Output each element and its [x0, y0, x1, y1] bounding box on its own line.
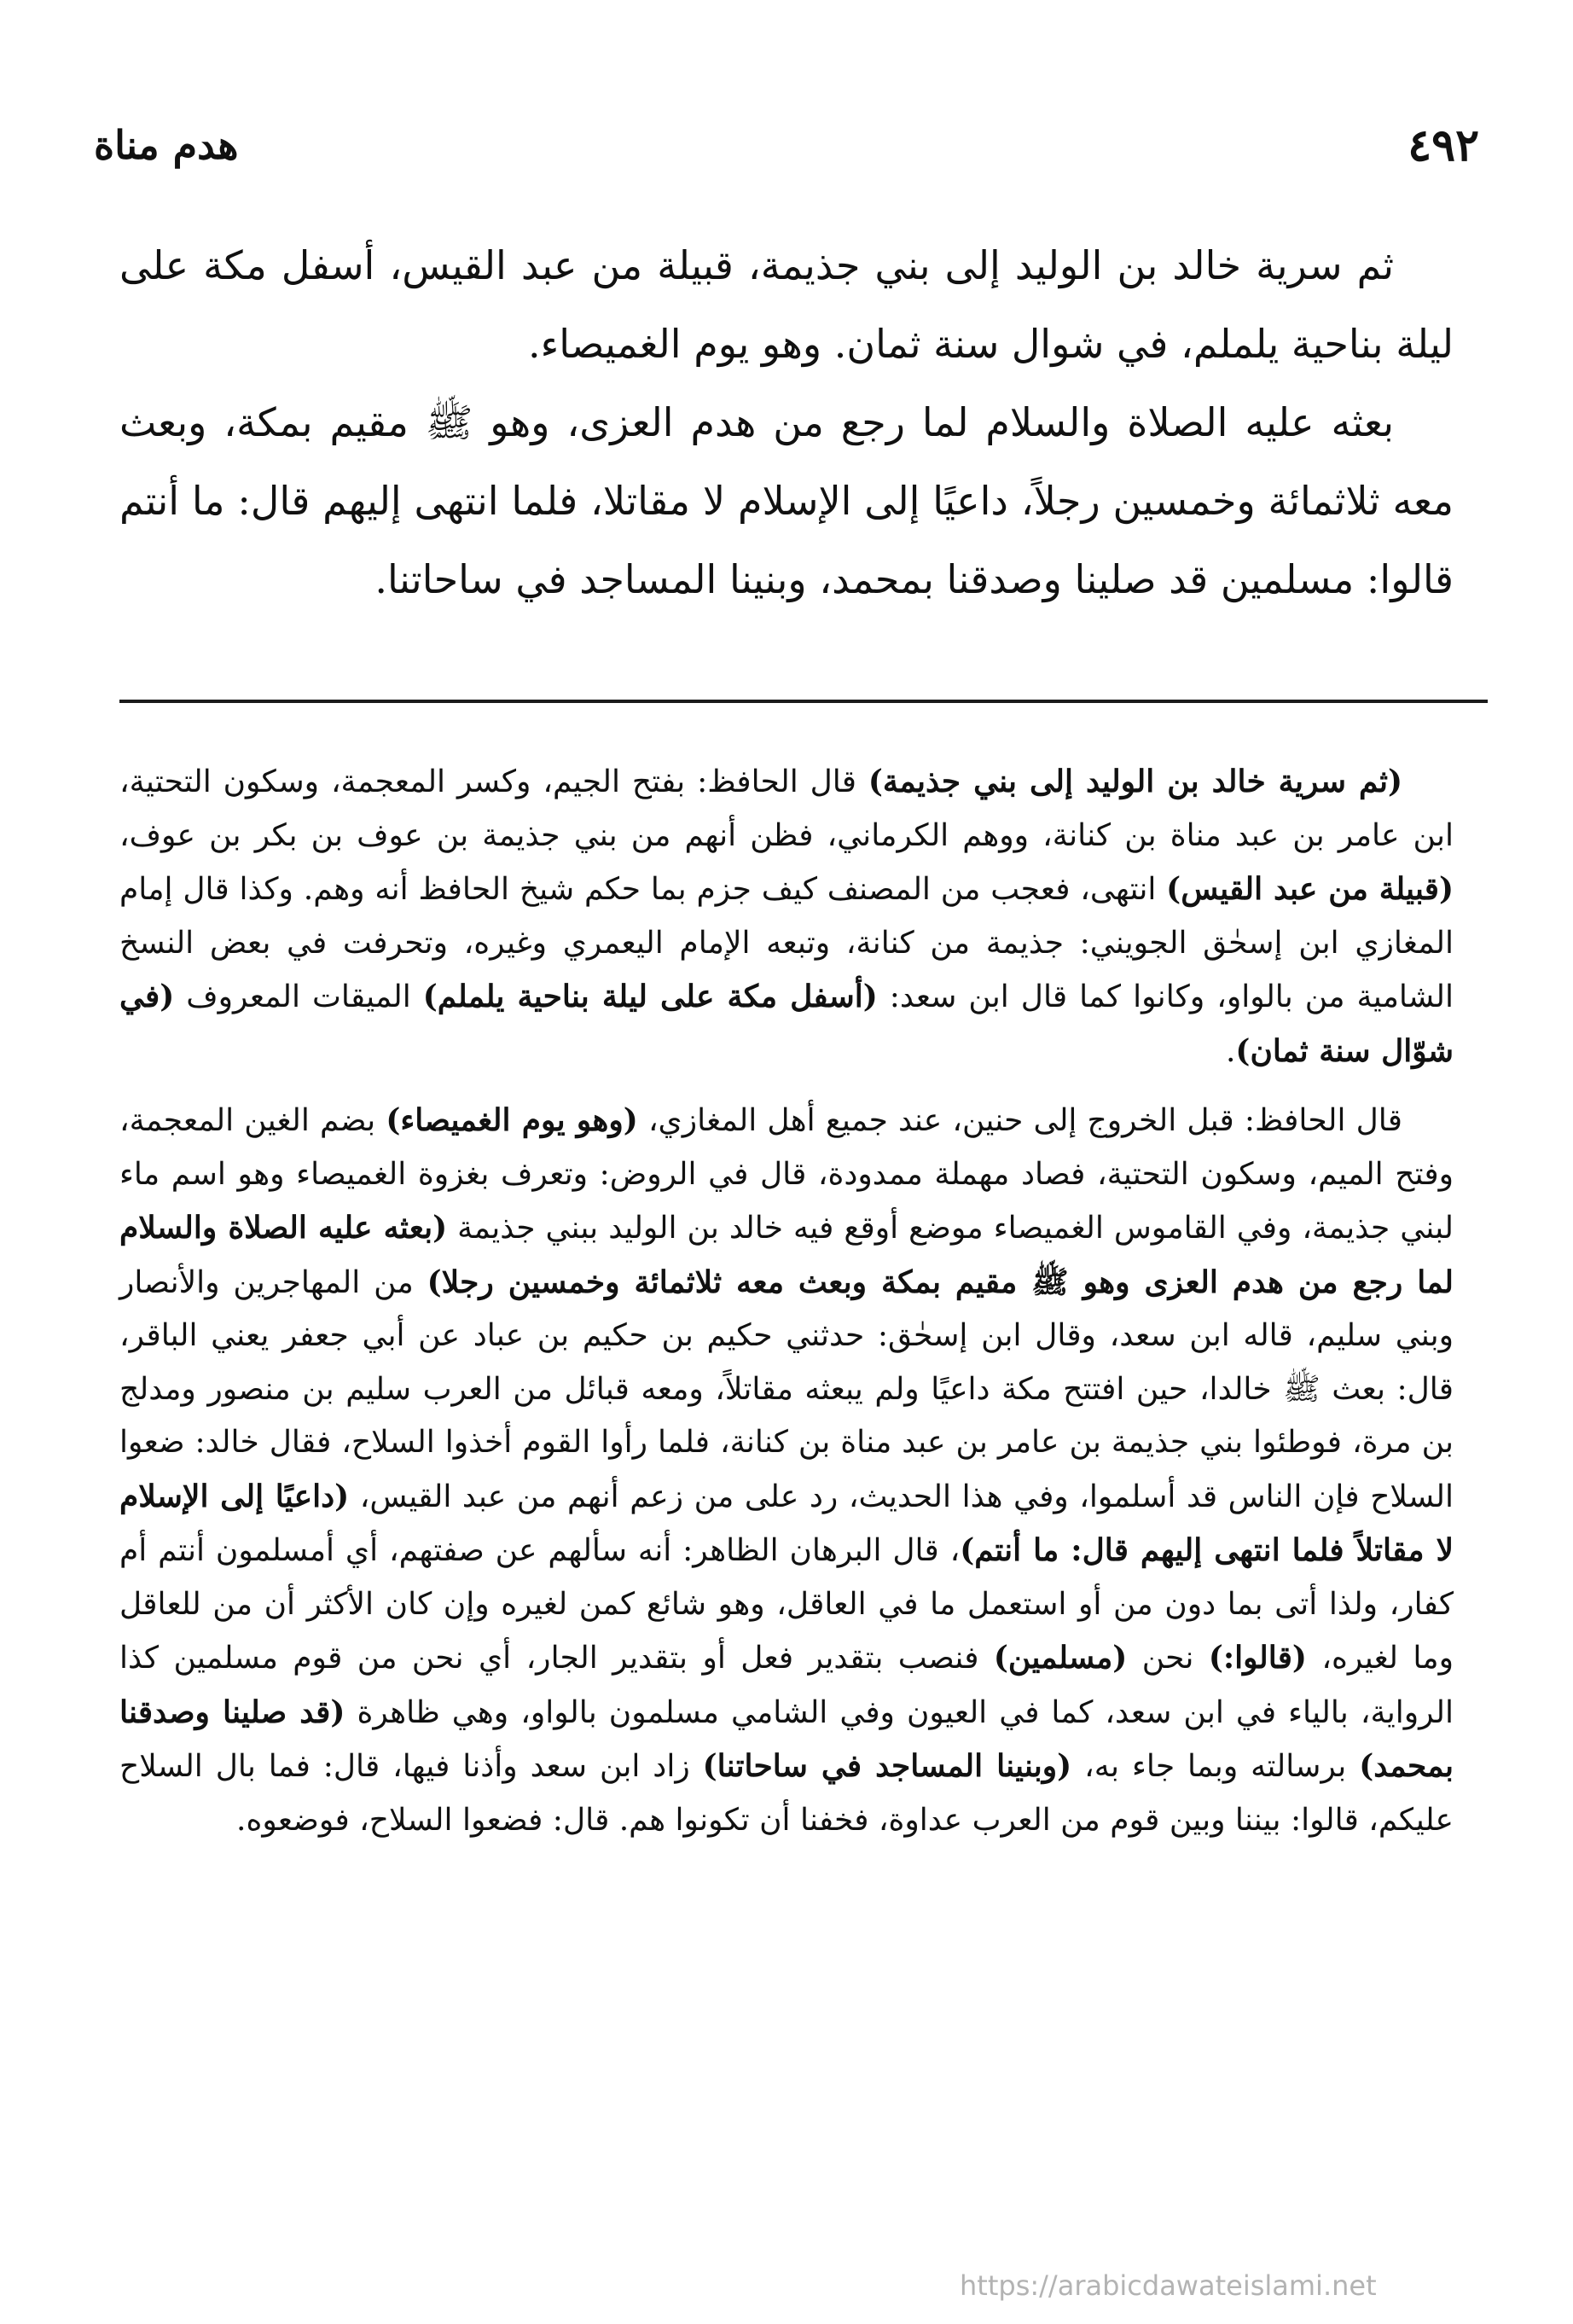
commentary-notes	[119, 755, 1454, 1862]
quoted-text: (قالوا:)	[1208, 1640, 1307, 1676]
website-watermark: https://arabicdawateislami.net	[960, 2269, 1377, 2302]
note-paragraph	[119, 1094, 1454, 1847]
note-text: فنصب بتقدير فعل أو بتقدير الجار، أي نحن من قوم مسلمين كذا الرواية، بالياء في ابن سعد، كما في العيون وفي الشامي مسلمون بالواو، وهي ظاهرة	[119, 1641, 1454, 1730]
page-number: ٤٩٢	[1408, 119, 1479, 171]
note-text: من المهاجرين والأنصار وبني سليم، قاله ابن سعد، وقال ابن إسحٰق: حدثني حكيم بن حكيم بن عباد عن أبي جعفر يعني الباقر، قال: بعث ﷺ خالدا، حين افتتح مكة داعيًا ولم يبعثه مقاتلاً، ومعه قبائل من العرب سليم بن منصور ومدلج بن مرة، فوطئوا بني جذيمة بن عامر بن عبد مناة بن كنانة، فلما رأوا القوم أخذوا السلاح، فقال خالد: ضعوا السلاح فإن الناس قد أسلموا، وفي هذا الحديث، رد على من زعم أنهم من عبد القيس،	[119, 1264, 1454, 1514]
main-paragraph: ثم سرية خالد بن الوليد إلى بني جذيمة، قبيلة من عبد القيس، أسفل مكة على ليلة بناحية يلملم، في شوال سنة ثمان. وهو يوم الغميصاء.	[119, 242, 1454, 367]
quoted-text: (في شوّال سنة ثمان)	[119, 979, 1454, 1069]
quoted-text: (ثم سرية خالد بن الوليد إلى بني جذيمة)	[868, 764, 1402, 799]
quoted-text: (وبنينا المساجد في ساحاتنا)	[702, 1748, 1072, 1784]
note-text: قال الحافظ: بفتح الجيم، وكسر المعجمة، وسكون التحتية، ابن عامر بن عبد مناة بن كنانة، ووهم الكرماني، فظن أنهم من بني جذيمة بن عوف بن بكر بن عوف،	[119, 764, 1454, 853]
quoted-text: (وهو يوم الغميصاء)	[386, 1102, 638, 1138]
main-paragraph: بعثه عليه الصلاة والسلام لما رجع من هدم العزى، وهو ﷺ مقيم بمكة، وبعث معه ثلاثمائة وخمسين رجلاً، داعيًا إلى الإسلام لا مقاتلا، فلما انتهى إليهم قال: ما أنتم قالوا: مسلمين قد صلينا وصدقنا بمحمد، وبنينا المساجد في ساحاتنا.	[119, 399, 1454, 602]
quoted-text: (داعيًا إلى الإسلام لا مقاتلاً فلما انتهى إليهم قال: ما أنتم)	[119, 1478, 1454, 1568]
quoted-text: (قبيلة من عبد القيس)	[1166, 871, 1454, 907]
note-text: نحن	[1127, 1641, 1209, 1676]
quoted-text: (أسفل مكة على ليلة بناحية يلملم)	[422, 979, 878, 1014]
note-text: .	[1225, 1033, 1236, 1069]
note-text: قال الحافظ: قبل الخروج إلى حنين، عند جميع أهل المغازي،	[637, 1103, 1402, 1138]
quoted-text: (بعثه عليه الصلاة والسلام لما رجع من هدم العزى وهو ﷺ مقيم بمكة وبعث معه ثلاثمائة وخمسين رجلا)	[119, 1210, 1454, 1300]
note-text: برسالته وبما جاء به،	[1071, 1749, 1360, 1784]
note-text: ، قال البرهان الظاهر: أنه سألهم عن صفتهم، أي أمسلمون أنتم أم كفار، ولذا أتى بما دون من أو استعمل ما في العاقل، وهو شائع كمن لغيره وإن كان الأكثر أن من للعاقل وما لغيره،	[119, 1533, 1454, 1676]
page-header	[94, 111, 1479, 179]
quoted-text: (مسلمين)	[993, 1640, 1128, 1676]
note-text: بضم الغين المعجمة، وفتح الميم، وسكون التحتية، فصاد مهملة ممدودة، قال في الروض: وتعرف بغزوة الغميصاء وهو اسم ماء لبني جذيمة، وفي القاموس الغميصاء موضع أوقع فيه خالد بن الوليد ببني جذيمة	[119, 1103, 1454, 1246]
running-title: هدم مناة	[94, 122, 239, 168]
note-text: زاد ابن سعد وأذنا فيها، قال: فما بال السلاح عليكم، قالوا: بيننا وبين قوم من العرب عداوة، فخفنا أن تكونوا هم. قال: فضعوا السلاح، فوضعوه.	[119, 1749, 1454, 1838]
section-divider	[119, 700, 1488, 703]
note-text: انتهى، فعجب من المصنف كيف جزم بما حكم شيخ الحافظ أنه وهم. وكذا قال إمام المغازي ابن إسحٰق الجويني: جذيمة من كنانة، وتبعه الإمام اليعمري وغيره، وتحرفت في بعض النسخ الشامية من بالواو، وكانوا كما قال ابن سعد:	[119, 872, 1454, 1014]
note-paragraph	[119, 755, 1454, 1078]
main-text	[119, 226, 1454, 619]
note-text: الميقات المعروف	[174, 979, 423, 1014]
quoted-text: (قد صلينا وصدقنا بمحمد)	[119, 1694, 1454, 1784]
